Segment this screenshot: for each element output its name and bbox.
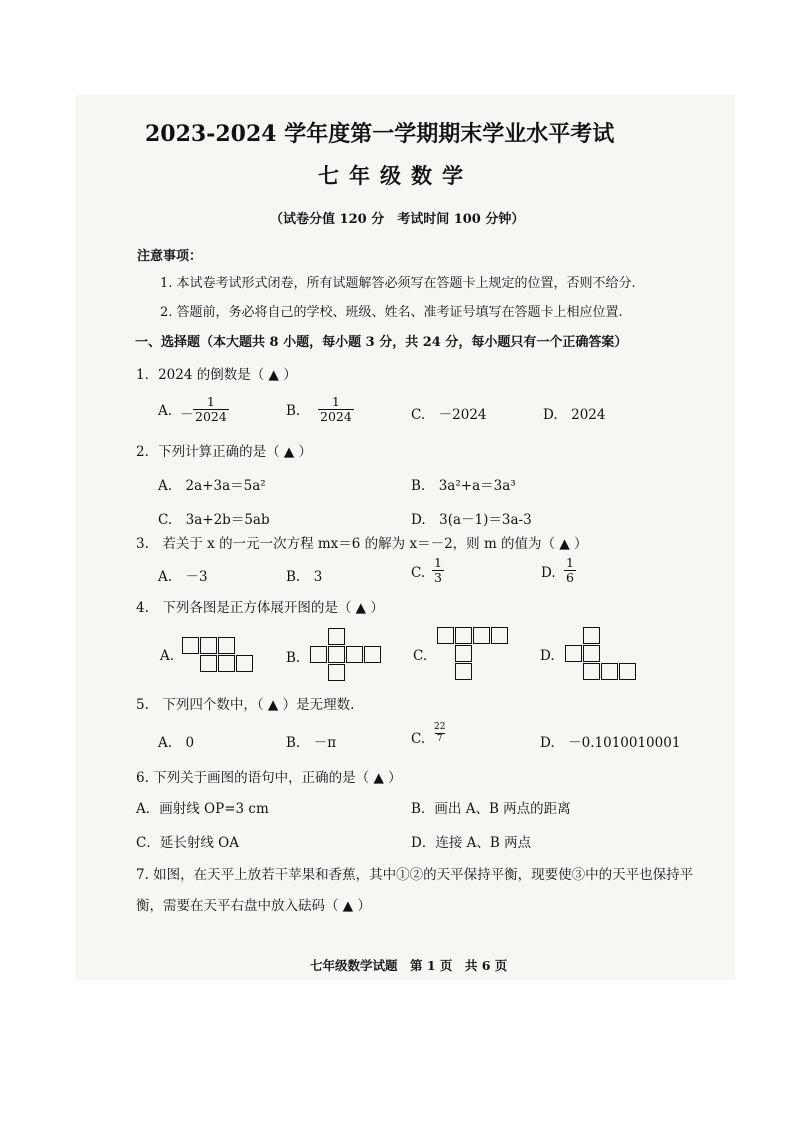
q3-option-a: A. －3 (158, 569, 208, 585)
page-footer: 七年级数学试题 第 1 页 共 6 页 (310, 958, 508, 973)
q1-option-a-fraction (193, 395, 229, 424)
q6-option-c: C．延长射线 OA (136, 835, 239, 851)
q5-option-d: D. －0.1010010001 (540, 735, 681, 751)
q1-a-denominator: 2024 (195, 409, 227, 424)
q1-option-b-fraction (318, 395, 354, 424)
q5-stem: 5. 下列四个数中，（ ▲ ）是无理数. (136, 697, 355, 713)
q2-option-a: A. 2a+3a＝5a² (158, 478, 266, 494)
q1-b-numerator: 1 (331, 394, 340, 409)
q5-option-c-label: C. (411, 731, 426, 747)
q3-option-b: B. 3 (286, 569, 323, 585)
exam-info: （试卷分值 120 分 考试时间 100 分钟） (270, 212, 525, 227)
q5-c-numerator: 22 (434, 722, 446, 732)
q6-option-b: B．画出 A、B 两点的距离 (411, 801, 571, 817)
exam-subject: 七年级数学 (318, 163, 473, 188)
q6-stem: 6. 下列关于画图的语句中，正确的是（ ▲ ） (136, 770, 402, 786)
q3-option-c-fraction (432, 556, 444, 585)
q1-option-a-label: A. (158, 403, 173, 419)
q3-d-numerator: 1 (566, 555, 574, 570)
q1-a-numerator: 1 (206, 394, 215, 409)
q1-b-denominator: 2024 (320, 409, 352, 424)
q4-option-a-label: A. (160, 648, 175, 664)
q6-option-d: D．连接 A、B 两点 (411, 835, 532, 851)
q2-stem: 2．下列计算正确的是（ ▲ ） (136, 444, 313, 460)
q2-option-d: D. 3(a－1)＝3a-3 (411, 512, 532, 528)
q7-stem-line2: 衡，需要在天平右盘中放入砝码（ ▲ ） (136, 898, 371, 914)
q3-option-c-label: C. (411, 565, 426, 581)
q1-option-d: D. 2024 (543, 407, 606, 423)
q1-option-a-sign: － (180, 407, 194, 423)
q6-option-a: A．画射线 OP=3 cm (136, 801, 269, 817)
notice-1: 1. 本试卷考试形式闭卷，所有试题解答必须写在答题卡上规定的位置，否则不给分. (160, 276, 636, 291)
q3-stem: 3. 若关于 x 的一元一次方程 mx＝6 的解为 x＝－2，则 m 的值为（ ▲ ） (136, 536, 588, 552)
q5-option-c-fraction (432, 722, 447, 745)
q1-option-b-label: B. (286, 403, 301, 419)
notice-title: 注意事项： (137, 249, 203, 264)
q3-c-denominator: 3 (434, 570, 442, 585)
q5-c-denominator: 7 (436, 734, 443, 744)
q2-option-b: B. 3a²+a＝3a³ (411, 478, 516, 494)
section-heading: 一、选择题（本大题共 8 小题，每小题 3 分，共 24 分，每小题只有一个正确答案） (135, 335, 628, 350)
q3-d-denominator: 6 (566, 570, 574, 585)
q7-stem-line1: 7. 如图，在天平上放若干苹果和香蕉，其中①②的天平保持平衡，现要使③中的天平也保持平 (136, 867, 694, 883)
notice-2: 2. 答题前，务必将自己的学校、班级、姓名、准考证号填写在答题卡上相应位置. (160, 305, 623, 320)
q3-option-d-fraction (564, 556, 576, 585)
q1-option-c: C. －2024 (411, 407, 487, 423)
q4-option-c-label: C. (413, 648, 428, 664)
q3-option-d-label: D. (541, 565, 556, 581)
q2-option-c: C. 3a+2b＝5ab (158, 512, 270, 528)
q4-option-d-label: D. (540, 648, 555, 664)
q1-stem: 1．2024 的倒数是（ ▲ ） (136, 367, 297, 383)
q5-option-a: A. 0 (158, 735, 195, 751)
q3-c-numerator: 1 (434, 555, 442, 570)
q4-option-b-label: B. (286, 650, 301, 666)
exam-title: 2023-2024 学年度第一学期期末学业水平考试 (145, 121, 615, 147)
q5-option-b: B. －π (286, 735, 337, 751)
q4-stem: 4. 下列各图是正方体展开图的是（ ▲ ） (136, 600, 384, 616)
